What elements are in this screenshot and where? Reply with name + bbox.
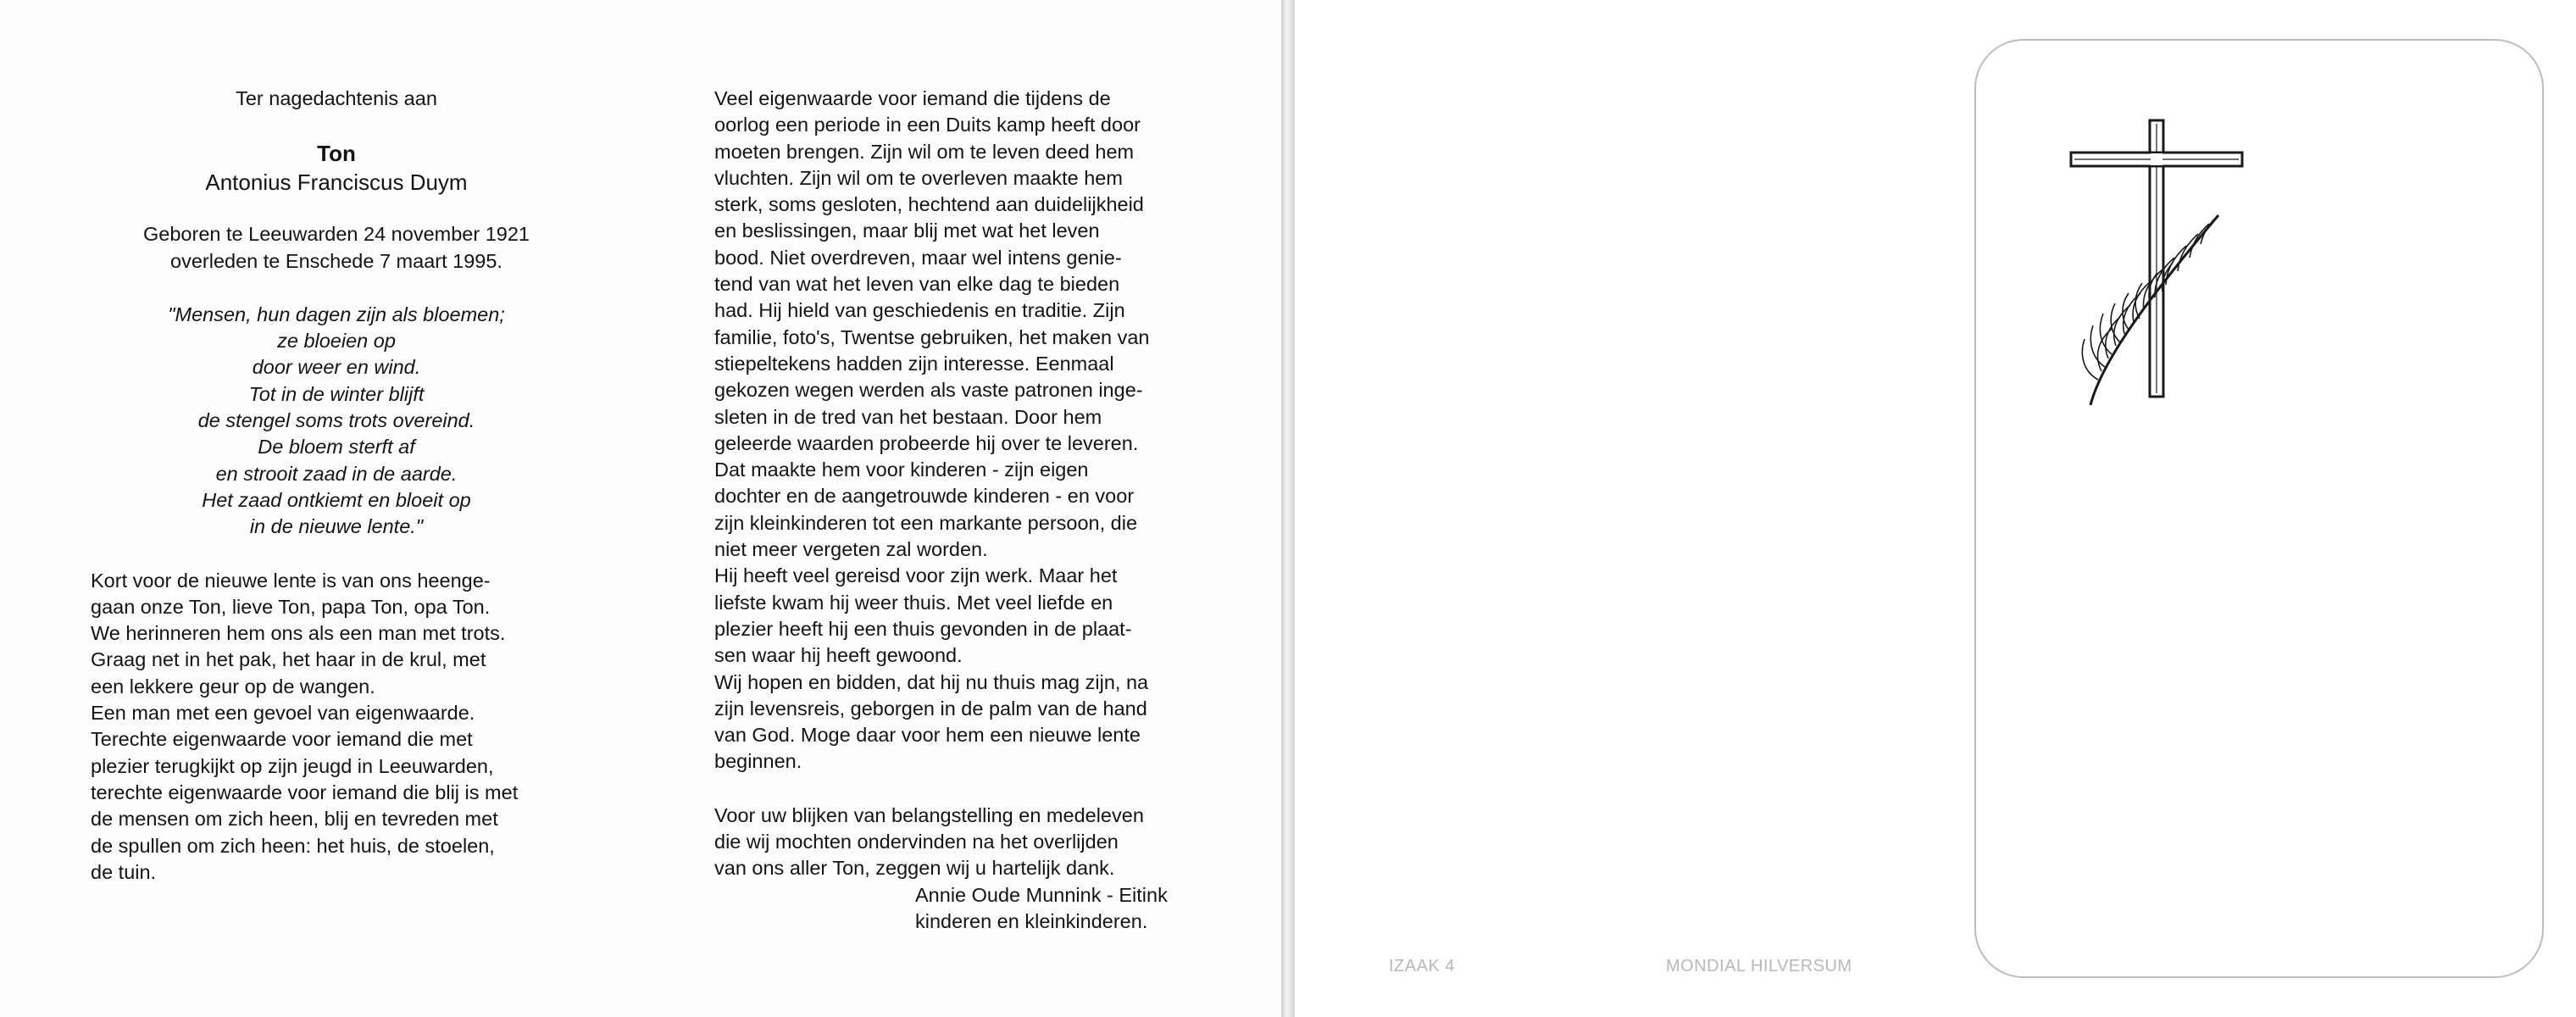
- poem-line: Het zaad ontkiemt en bloeit op: [202, 488, 471, 511]
- middle-column: [714, 86, 1206, 935]
- footer-code: IZAAK 4: [1389, 957, 1455, 975]
- text-line: zijn levensreis, geborgen in de palm van de hand: [714, 697, 1147, 720]
- text-line: van ons aller Ton, zeggen wij u hartelijk dank.: [714, 857, 1115, 880]
- text-line: die wij mochten ondervinden na het overlijden: [714, 831, 1119, 853]
- left-column: [91, 86, 582, 886]
- text-line: zijn kleinkinderen tot een markante persoon, die: [714, 511, 1138, 534]
- text-line: Voor uw blijken van belangstelling en medeleven: [714, 803, 1144, 826]
- text-line: vluchten. Zijn wil om te overleven maakte hem: [714, 166, 1123, 189]
- signature-line: kinderen en kleinkinderen.: [915, 909, 1148, 932]
- text-line: dochter en de aangetrouwde kinderen - en voor: [714, 485, 1135, 508]
- dedication-heading: Ter nagedachtenis aan: [236, 87, 437, 109]
- text-line: Kort voor de nieuwe lente is van ons heenge-: [91, 569, 491, 592]
- text-line: geleerde waarden probeerde hij over te leveren.: [714, 431, 1139, 454]
- text-line: sterk, soms gesloten, hechtend aan duidelijkheid: [714, 193, 1144, 216]
- text-line: niet meer vergeten zal worden.: [714, 538, 988, 561]
- text-line: gekozen wegen werden als vaste patronen inge-: [714, 379, 1143, 402]
- text-line: sleten in de tred van het bestaan. Door hem: [714, 405, 1102, 428]
- poem-line: ze bloeien op: [277, 330, 396, 353]
- text-line: een lekkere geur op de wangen.: [91, 675, 375, 697]
- deceased-name-full: Antonius Franciscus Duym: [205, 170, 468, 196]
- deceased-name-short: Ton: [317, 141, 356, 167]
- poem-line: "Mensen, hun dagen zijn als bloemen;: [168, 303, 505, 325]
- remembrance-text: [91, 568, 582, 886]
- cross-with-palm-icon: [2068, 117, 2254, 422]
- text-line: en beslissingen, maar blij met wat het leven: [714, 220, 1100, 242]
- poem-line: en strooit zaad in de aarde.: [215, 462, 458, 485]
- text-line: sen waar hij heeft gewoond.: [714, 644, 963, 667]
- text-line: Een man met een gevoel van eigenwaarde.: [91, 702, 475, 725]
- text-line: liefste kwam hij weer thuis. Met veel liefde en: [714, 591, 1113, 614]
- text-line: de tuin.: [91, 860, 157, 883]
- text-line: plezier terugkijkt op zijn jeugd in Leeuwarden,: [91, 754, 494, 777]
- poem: [91, 302, 582, 541]
- text-line: oorlog een periode in een Duits kamp heeft door: [714, 114, 1141, 136]
- card-fold: [1281, 0, 1295, 1017]
- text-line: beginnen.: [714, 750, 802, 773]
- signature-line: Annie Oude Munnink - Eitink: [915, 883, 1168, 906]
- birth-line: Geboren te Leeuwarden 24 november 1921: [143, 223, 530, 246]
- family-signature: [915, 882, 1206, 936]
- text-line: terechte eigenwaarde voor iemand die blij is met: [91, 781, 519, 803]
- text-line: Dat maakte hem voor kinderen - zijn eigen: [714, 458, 1089, 481]
- poem-line: de stengel soms trots overeind.: [197, 409, 475, 432]
- text-line: We herinneren hem ons als een man met trots.: [91, 622, 506, 645]
- life-dates: [91, 221, 582, 275]
- printer-name: MONDIAL HILVERSUM: [1666, 957, 1852, 975]
- remembrance-text-continued: [714, 86, 1206, 775]
- text-line: Terechte eigenwaarde voor iemand die met: [91, 728, 473, 751]
- text-line: bood. Niet overdreven, maar wel intens genie-: [714, 246, 1122, 269]
- poem-line: De bloem sterft af: [258, 436, 415, 458]
- thank-you-text: [714, 803, 1206, 882]
- text-line: plezier heeft hij een thuis gevonden in de plaat-: [714, 617, 1132, 640]
- death-line: overleden te Enschede 7 maart 1995.: [170, 249, 502, 272]
- text-line: familie, foto's, Twentse gebruiken, het maken van: [714, 325, 1150, 348]
- poem-line: in de nieuwe lente.": [249, 515, 424, 538]
- text-line: stiepeltekens hadden zijn interesse. Eenmaal: [714, 352, 1114, 375]
- poem-line: Tot in de winter blijft: [248, 382, 425, 405]
- text-line: moeten brengen. Zijn wil om te leven deed hem: [714, 140, 1135, 163]
- text-line: Veel eigenwaarde voor iemand die tijdens de: [714, 87, 1111, 109]
- poem-line: door weer en wind.: [252, 356, 421, 379]
- text-line: had. Hij hield van geschiedenis en traditie. Zijn: [714, 299, 1125, 322]
- text-line: tend van wat het leven van elke dag te bieden: [714, 273, 1120, 296]
- text-line: gaan onze Ton, lieve Ton, papa Ton, opa Ton.: [91, 595, 491, 618]
- text-line: Hij heeft veel gereisd voor zijn werk. Maar het: [714, 564, 1118, 587]
- text-line: van God. Moge daar voor hem een nieuwe lente: [714, 724, 1141, 747]
- text-line: Graag net in het pak, het haar in de krul, met: [91, 648, 486, 671]
- text-line: Wij hopen en bidden, dat hij nu thuis mag zijn, na: [714, 670, 1149, 693]
- text-line: de mensen om zich heen, blij en tevreden met: [91, 808, 498, 831]
- card-frame: [1974, 39, 2544, 978]
- text-line: de spullen om zich heen: het huis, de stoelen,: [91, 834, 495, 857]
